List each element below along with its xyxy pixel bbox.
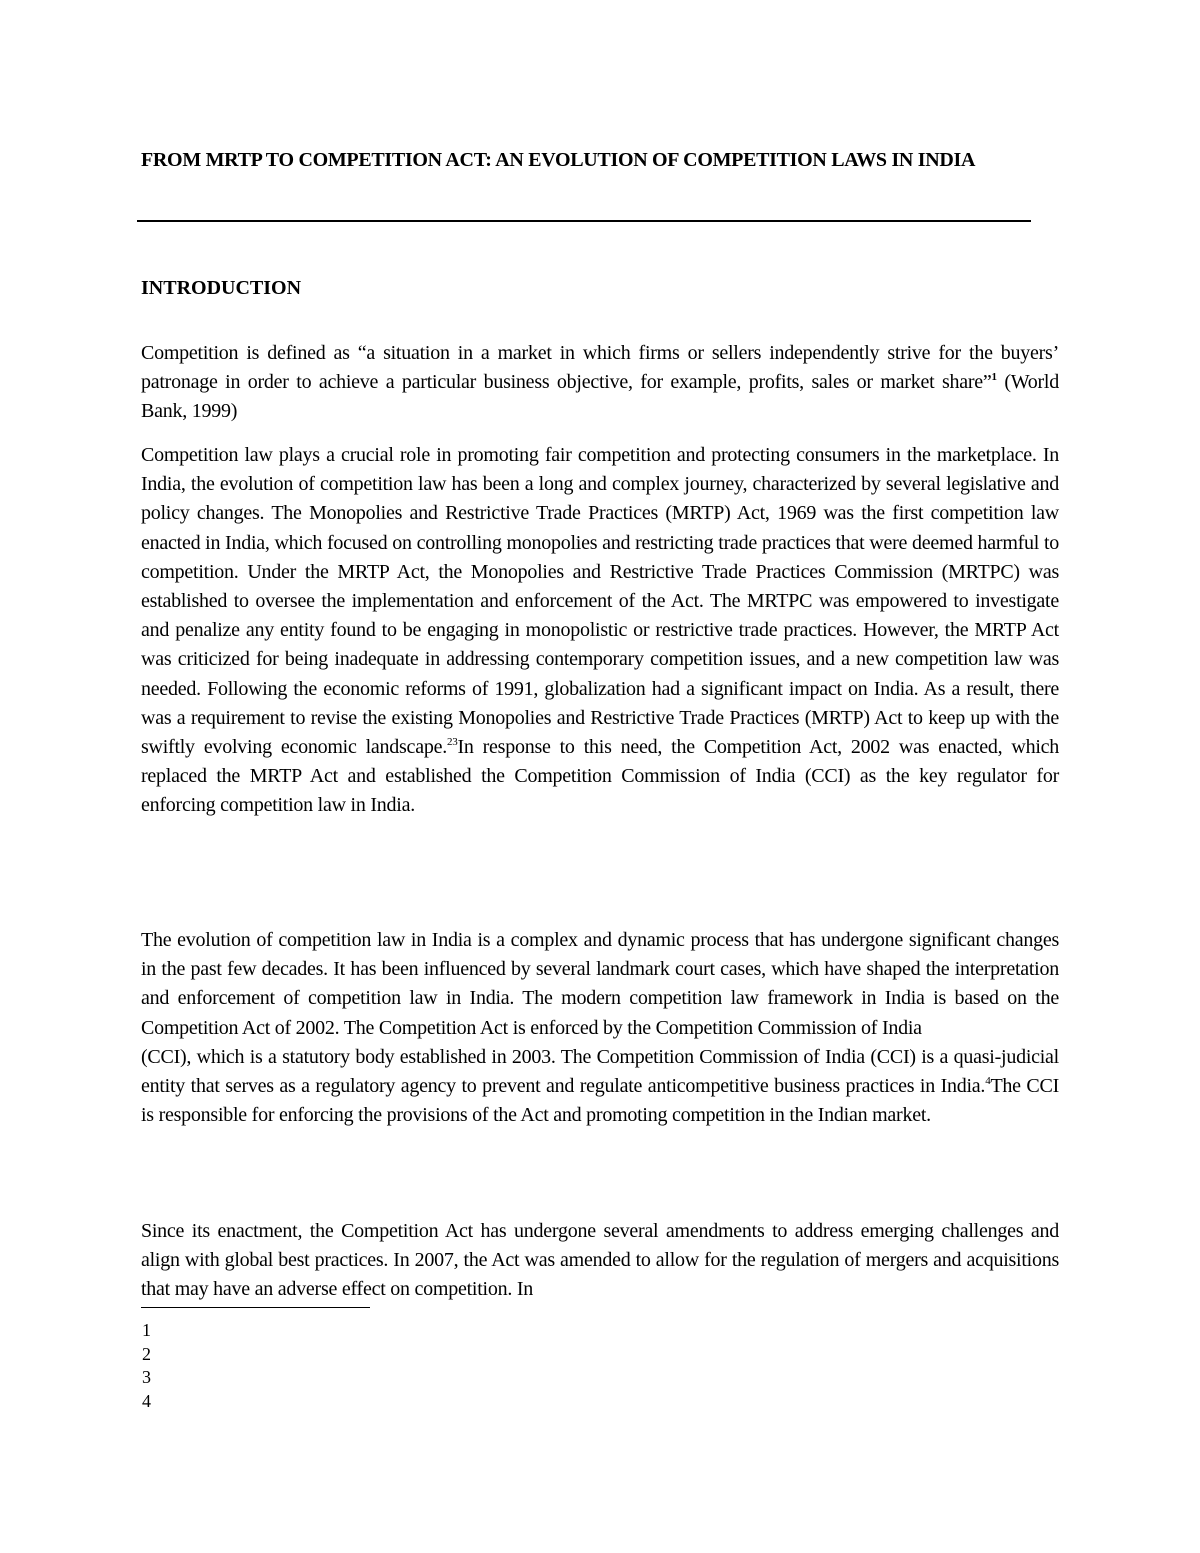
paragraph-definition [141, 339, 1059, 427]
document-title: FROM MRTP TO COMPETITION ACT: AN EVOLUTION OF COMPETITION LAWS IN INDIA [141, 149, 976, 171]
footnote-ref: 4 [985, 1075, 991, 1088]
footnote-item: 3 [142, 1367, 151, 1387]
paragraph-text: (CCI), which is a statutory body established in 2003. The Competition Commission of India (CCI) is a quasi-judicial entity that serves as a regulatory agency to prevent and regulate anticompetitive business practices in India. [141, 1045, 1059, 1098]
paragraph-text: Competition law plays a crucial role in promoting fair competition and protecting consumers in the marketplace. In India, the evolution of competition law has been a long and complex journey, characterized by several legislative and policy changes. The Monopolies and Restrictive Trade Practices (MRTP) Act, 1969 was the first competition law enacted in India, which focused on controlling monopolies and restricting trade practices that were deemed harmful to competition. Under the MRTP Act, the Monopolies and Restrictive Trade Practices Commission (MRTPC) was established to oversee the implementation and enforcement of the Act. The MRTPC was empowered to investigate and penalize any entity found to be engaging in monopolistic or restrictive trade practices. However, the MRTP Act was criticized for being inadequate in addressing contemporary competition issues, and a new competition law was needed. Following the economic reforms of 1991, globalization had a significant impact on India. As a result, there was a requirement to revise the existing Monopolies and Restrictive Trade Practices (MRTP) Act to keep up with the swiftly evolving economic landscape. [141, 444, 1059, 759]
paragraph-text: The CCI is responsible for enforcing the provisions of the Act and promoting competition in the Indian market. [141, 1075, 1059, 1127]
footnote-item: 4 [142, 1390, 151, 1411]
paragraph-text: In response to this need, the Competition Act, 2002 was enacted, which replaced the MRTP Act and established the Competition Commission of India (CCI) as the key regulator for enforcing competition law in India. [141, 736, 1059, 817]
paragraph-evolution [141, 926, 1059, 1130]
title-underline [137, 220, 1031, 222]
paragraph-history [141, 441, 1059, 821]
footnote-ref: 1 [991, 371, 997, 384]
footnote-list [142, 1319, 151, 1413]
paragraph-text: The evolution of competition law in India is a complex and dynamic process that has undergone significant changes in the past few decades. It has been influenced by several landmark court cases, which have shaped the interpretation and enforcement of competition law in India. The modern competition law framework in India is based on the Competition Act of 2002. The Competition Act is enforced by the Competition Commission of India [141, 929, 1059, 1039]
footnote-ref: 23 [446, 736, 458, 749]
paragraph-amendments [141, 1217, 1059, 1305]
paragraph-text: Since its enactment, the Competition Act has undergone several amendments to address emerging challenges and align with global best practices. In 2007, the Act was amended to allow for the regulation of mergers and acquisitions that may have an adverse effect on competition. In [141, 1220, 1059, 1301]
paragraph-text: Competition is defined as “a situation in a market in which firms or sellers independently strive for the buyers’ patronage in order to achieve a particular business objective, for example, profits, sales or market share” [141, 342, 1059, 394]
paragraph-text: (World Bank, 1999) [141, 371, 1059, 423]
footnote-item: 1 [142, 1320, 151, 1340]
footnote-separator [141, 1307, 370, 1308]
footnote-item: 2 [142, 1343, 151, 1364]
section-heading: INTRODUCTION [141, 277, 302, 299]
